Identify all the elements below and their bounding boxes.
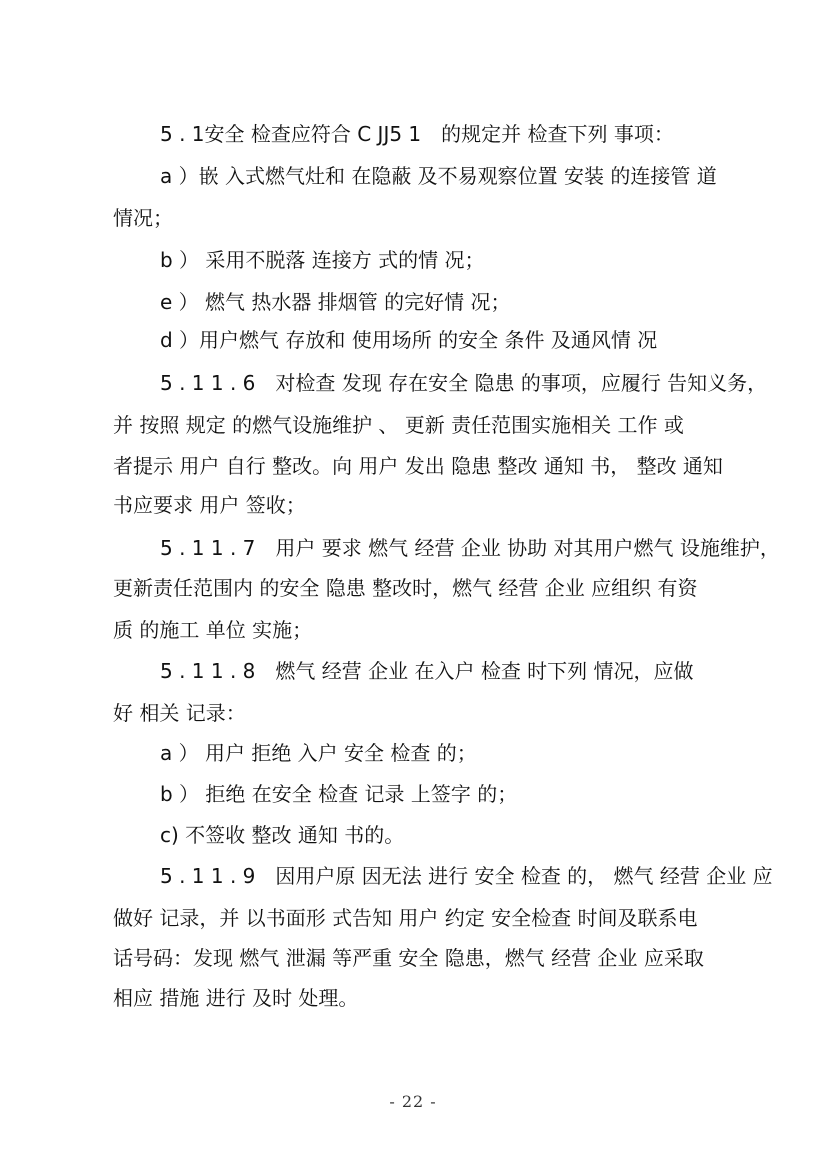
text-line: e ） 燃气 热水器 排烟管 的完好情 况；: [160, 290, 511, 314]
text-line: d ）用户燃气 存放和 使用场所 的安全 条件 及通风情 况: [160, 328, 658, 352]
text-line: 者提示 用户 自行 整改。向 用户 发出 隐患 整改 通知 书， 整改 通知: [113, 454, 723, 478]
text-line: c) 不签收 整改 通知 书的。: [160, 823, 405, 847]
text-line: 5 . 1 1 . 9 因用户原 因无法 进行 安全 检查 的， 燃气 经营 企业 应: [160, 864, 773, 888]
text-line: b ） 采用不脱落 连接方 式的情 况；: [160, 248, 485, 272]
text-line: 做好 记录，并 以书面形 式告知 用户 约定 安全检查 时间及联系电: [113, 906, 698, 930]
text-line: 5 . 1 1 . 6 对检查 发现 存在安全 隐患 的事项，应履行 告知义务，: [160, 371, 768, 395]
text-line: 好 相关 记录：: [113, 701, 246, 725]
text-line: a ） 用户 拒绝 入户 安全 检查 的；: [160, 741, 477, 765]
text-line: 并 按照 规定 的燃气设施维护 、 更新 责任范围实施相关 工作 或: [113, 413, 684, 437]
text-line: a ）嵌 入式燃气灶和 在隐蔽 及不易观察位置 安装 的连接管 道: [160, 164, 717, 188]
text-line: 质 的施工 单位 实施；: [113, 618, 313, 642]
text-line: 情况；: [113, 206, 173, 230]
text-line: 5 . 1 1 . 8 燃气 经营 企业 在入户 检查 时下列 情况，应做: [160, 659, 694, 683]
text-line: 更新责任范围内 的安全 隐患 整改时，燃气 经营 企业 应组织 有资: [113, 576, 698, 600]
text-line: 书应要求 用户 签收；: [113, 493, 306, 517]
text-line: 话号码：发现 燃气 泄漏 等严重 安全 隐患，燃气 经营 企业 应采取: [113, 946, 704, 970]
text-line: b ） 拒绝 在安全 检查 记录 上签字 的；: [160, 782, 518, 806]
text-line: 5 . 1 1 . 7 用户 要求 燃气 经营 企业 协助 对其用户燃气 设施维护，: [160, 536, 780, 560]
page-number: - 22 -: [389, 1092, 437, 1111]
text-line: 相应 措施 进行 及时 处理。: [113, 986, 359, 1010]
text-line: 5 . 1安全 检查应符合 C JJ5 1 的规定并 检查下列 事项：: [160, 122, 674, 146]
